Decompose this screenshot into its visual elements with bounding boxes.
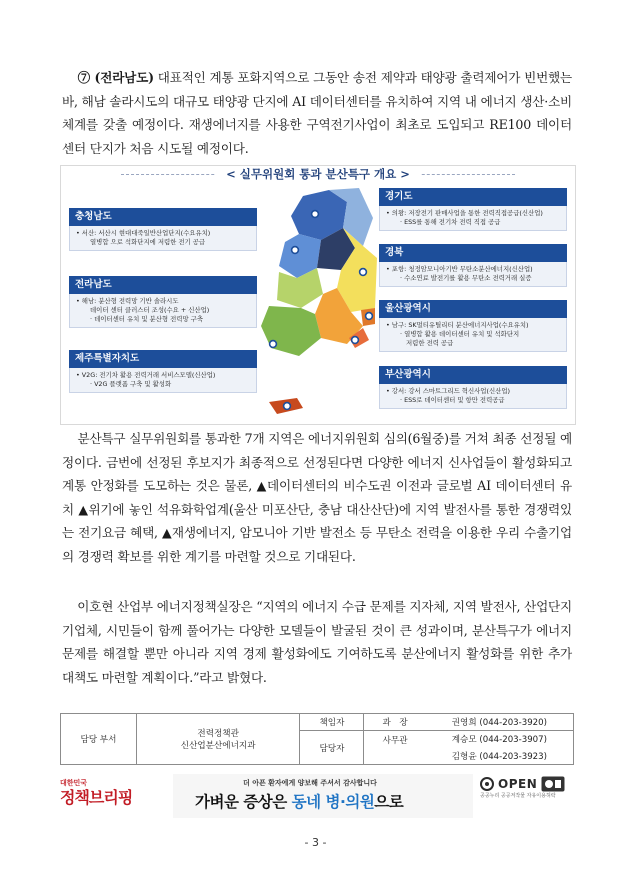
contact-table <box>60 713 574 765</box>
region-header: 경기도 <box>379 188 567 206</box>
region-box-chungnam <box>69 208 257 251</box>
campaign-ad-headline: 가벼운 증상은 동네 병·의원으로 <box>195 793 404 811</box>
chief-name: 권영희 (044-203-3920) <box>426 714 574 731</box>
dept-name: 전력정책관 신산업분산에너지과 <box>136 714 300 765</box>
region-box-gyeonggi <box>379 188 567 231</box>
dept-label: 담당 부서 <box>61 714 137 765</box>
region-header: 충청남도 <box>69 208 257 226</box>
staff-title: 사무관 <box>364 731 426 765</box>
page-number: - 3 - <box>304 836 327 849</box>
map-marker-ulsan <box>366 313 373 320</box>
chief-label: 책임자 <box>300 714 364 731</box>
policy-briefing-logo[interactable]: 대한민국 정책브리핑 <box>60 779 133 807</box>
region-detail: • 의왕: 저장전기 판매사업을 통한 전력직접공급(신산업) · ESS를 통해 전기차 전력 직접 공급 <box>379 206 567 231</box>
region-box-busan <box>379 366 567 409</box>
special-zone-overview-figure <box>60 165 576 425</box>
region-detail: • 강서: 강서 스마트그리드 혁신사업(신산업) · ESS로 데이터센터 및 항만 전력공급 <box>379 384 567 409</box>
paragraph-jeonnam-head: ⑦ (전라남도) <box>77 70 154 85</box>
figure-title: < 실무위원회 통과 분산특구 개요 > <box>61 166 575 182</box>
region-header: 제주특별자치도 <box>69 350 257 368</box>
staff-label: 담당자 <box>300 731 364 765</box>
open-license-icon <box>480 777 494 791</box>
region-box-jeju <box>69 350 257 393</box>
chief-title: 과 장 <box>364 714 426 731</box>
region-detail: • 남구: SK멀티유틸리티 분산에너지사업(수요유치) · 열병합 활용 데이터센터 유치 및 석화단지 저렴한 전력 공급 <box>379 318 567 352</box>
region-header: 경북 <box>379 244 567 262</box>
campaign-ad[interactable] <box>173 774 473 818</box>
region-box-ulsan <box>379 300 567 352</box>
map-marker-seosan <box>292 247 299 254</box>
region-box-jeonnam <box>69 276 257 328</box>
paragraph-jeonnam-body: 대표적인 계통 포화지역으로 그동안 송전 제약과 태양광 출력제어가 빈번했는바, 해남 솔라시도의 대규모 태양광 단지에 AI 데이터센터를 유치하여 지역 내 에너지 생산·소비 체계를 갖출 예정이다. 재생에너지를 사용한 구역전기사업이 최초로 도입되고 RE100 데이터센터 단지가 처음 시도될 예정이다. <box>62 70 572 156</box>
region-header: 전라남도 <box>69 276 257 294</box>
kogl-open-license[interactable]: OPEN 공공누리 공공저작물 자유이용허락 <box>480 776 574 816</box>
map-region-jeonnam <box>261 306 321 356</box>
paragraph-selection: 분산특구 실무위원회를 통과한 7개 지역은 에너지위원회 심의(6월중)를 거쳐 최종 선정될 예정이다. 금번에 선정된 후보지가 최종적으로 선정된다면 다양한 에너지 신사업들이 활성화되고 계통 안정화를 도모하는 것은 물론, ▲데이터센터의 비수도권 이전과 글로벌 AI 데이터센터 유치 ▲위기에 놓인 석유화학업계(울산 미포산단, 충남 대산산단)에 지역 발전사를 통한 경쟁력있는 전기요금 혜택, ▲재생에너지, 암모니아 기반 발전소 등 무탄소 전력을 이용한 우리 수출기업의 경쟁력 확보를 위한 계기를 마련할 것으로 기대된다. <box>62 431 572 564</box>
paragraph-jeonnam <box>62 66 572 160</box>
region-box-gyeongbuk <box>379 244 567 287</box>
map-marker-busan <box>352 337 359 344</box>
region-detail: • V2G: 전기차 활용 전력거래 서비스모델(신산업) · V2G 플랫폼 구축 및 활성화 <box>69 368 257 393</box>
map-marker-uiwang <box>312 211 319 218</box>
korea-map <box>251 188 381 420</box>
region-header: 울산광역시 <box>379 300 567 318</box>
map-marker-jeju <box>284 403 291 410</box>
license-type-icon <box>541 776 565 792</box>
region-detail: • 포항: 청정암모니아기반 무탄소분산에너지(신산업) · 수소연료 발전기를 활용 무탄소 전력거래 실증 <box>379 262 567 287</box>
region-header: 부산광역시 <box>379 366 567 384</box>
campaign-ad-caption: 더 아픈 환자에게 양보해 주셔서 감사합니다 <box>243 779 377 787</box>
paragraph-quote: 이호현 산업부 에너지정책실장은 “지역의 에너지 수급 문제를 지자체, 지역 발전사, 산업단지 기업체, 시민들이 함께 풀어가는 다양한 모델들이 발굴된 것이 큰 성과이며, 분산특구가 에너지 문제를 해결할 뿐만 아니라 지역 경제 활성화에도 기여하도록 분산에너지 활성화를 위한 추가 대책도 마련할 계획이다.”라고 밝혔다. <box>62 599 572 685</box>
map-marker-haenam <box>270 341 277 348</box>
footer-banner <box>60 772 574 820</box>
region-detail: • 해남: 분산형 전력망 기반 솔라시도 데이터 센터 클러스터 조성(수요 + 신산업) · 데이터센터 유치 및 분산형 전력망 구축 <box>69 294 257 328</box>
staff-name-1: 계승모 (044-203-3907) <box>426 731 574 748</box>
region-detail: • 서산: 서산시 현대대죽일반산업단지(수요유치) 열병합 으로 석화단지에 저렴한 전기 공급 <box>69 226 257 251</box>
map-marker-pohang <box>360 269 367 276</box>
staff-name-2: 김형윤 (044-203-3923) <box>426 748 574 765</box>
